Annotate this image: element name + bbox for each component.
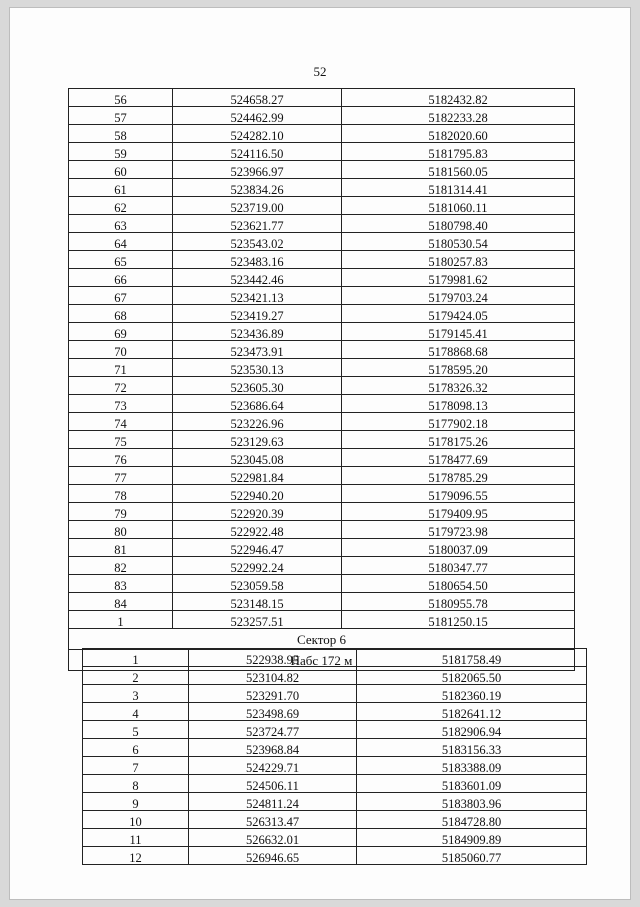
x-coordinate-cell: 523436.89 [173,323,342,341]
point-number-cell: 12 [83,847,189,865]
point-number-cell: 57 [69,107,173,125]
sector-header-row [69,629,575,650]
y-coordinate-cell: 5181250.15 [342,611,575,629]
table-row [69,521,575,539]
point-number-cell: 1 [69,611,173,629]
x-coordinate-cell: 522922.48 [173,521,342,539]
x-coordinate-cell: 526313.47 [189,811,357,829]
point-number-cell: 67 [69,287,173,305]
x-coordinate-cell: 522992.24 [173,557,342,575]
y-coordinate-cell: 5180347.77 [342,557,575,575]
y-coordinate-cell: 5179723.98 [342,521,575,539]
point-number-cell: 72 [69,377,173,395]
x-coordinate-cell: 523104.82 [189,667,357,685]
x-coordinate-cell: 523419.27 [173,305,342,323]
point-number-cell: 83 [69,575,173,593]
y-coordinate-cell: 5180798.40 [342,215,575,233]
y-coordinate-cell: 5183156.33 [357,739,587,757]
x-coordinate-cell: 523724.77 [189,721,357,739]
y-coordinate-cell: 5181795.83 [342,143,575,161]
table-row [83,775,587,793]
point-number-cell: 2 [83,667,189,685]
table-row [83,847,587,865]
y-coordinate-cell: 5178098.13 [342,395,575,413]
table-row [83,649,587,667]
x-coordinate-cell: 523442.46 [173,269,342,287]
y-coordinate-cell: 5180955.78 [342,593,575,611]
y-coordinate-cell: 5183803.96 [357,793,587,811]
point-number-cell: 56 [69,89,173,107]
table-row [69,143,575,161]
x-coordinate-cell: 522938.95 [189,649,357,667]
table-row [69,107,575,125]
table-row [69,287,575,305]
y-coordinate-cell: 5182020.60 [342,125,575,143]
y-coordinate-cell: 5185060.77 [357,847,587,865]
point-number-cell: 65 [69,251,173,269]
y-coordinate-cell: 5182906.94 [357,721,587,739]
y-coordinate-cell: 5177902.18 [342,413,575,431]
point-number-cell: 70 [69,341,173,359]
table-row [69,197,575,215]
table-row [69,233,575,251]
table-row [83,757,587,775]
point-number-cell: 63 [69,215,173,233]
x-coordinate-cell: 523498.69 [189,703,357,721]
x-coordinate-cell: 523421.13 [173,287,342,305]
table-row [69,449,575,467]
table-row [69,89,575,107]
table-row [69,179,575,197]
point-number-cell: 69 [69,323,173,341]
x-coordinate-cell: 524229.71 [189,757,357,775]
table-row [83,793,587,811]
y-coordinate-cell: 5181560.05 [342,161,575,179]
x-coordinate-cell: 523257.51 [173,611,342,629]
x-coordinate-cell: 523621.77 [173,215,342,233]
table-row [83,685,587,703]
table-row [83,667,587,685]
y-coordinate-cell: 5180037.09 [342,539,575,557]
y-coordinate-cell: 5182641.12 [357,703,587,721]
x-coordinate-cell: 524282.10 [173,125,342,143]
y-coordinate-cell: 5180654.50 [342,575,575,593]
table-row [69,251,575,269]
x-coordinate-cell: 523045.08 [173,449,342,467]
table-row [69,269,575,287]
height-label: Набс 172 м [69,650,575,671]
point-number-cell: 3 [83,685,189,703]
y-coordinate-cell: 5182065.50 [357,667,587,685]
point-number-cell: 71 [69,359,173,377]
point-number-cell: 79 [69,503,173,521]
point-number-cell: 76 [69,449,173,467]
table-row [83,703,587,721]
y-coordinate-cell: 5181314.41 [342,179,575,197]
point-number-cell: 59 [69,143,173,161]
point-number-cell: 66 [69,269,173,287]
document-page [10,8,630,899]
table-row [69,305,575,323]
x-coordinate-cell: 524506.11 [189,775,357,793]
table-row [69,359,575,377]
x-coordinate-cell: 523226.96 [173,413,342,431]
point-number-cell: 5 [83,721,189,739]
x-coordinate-cell: 523543.02 [173,233,342,251]
point-number-cell: 84 [69,593,173,611]
y-coordinate-cell: 5178785.29 [342,467,575,485]
point-number-cell: 61 [69,179,173,197]
y-coordinate-cell: 5183601.09 [357,775,587,793]
point-number-cell: 82 [69,557,173,575]
x-coordinate-cell: 523291.70 [189,685,357,703]
y-coordinate-cell: 5181060.11 [342,197,575,215]
x-coordinate-cell: 523530.13 [173,359,342,377]
point-number-cell: 8 [83,775,189,793]
point-number-cell: 9 [83,793,189,811]
table-row [69,395,575,413]
y-coordinate-cell: 5184909.89 [357,829,587,847]
table-row [83,739,587,757]
x-coordinate-cell: 522920.39 [173,503,342,521]
point-number-cell: 10 [83,811,189,829]
table-row [69,125,575,143]
point-number-cell: 78 [69,485,173,503]
point-number-cell: 80 [69,521,173,539]
x-coordinate-cell: 522981.84 [173,467,342,485]
y-coordinate-cell: 5184728.80 [357,811,587,829]
table-row [69,557,575,575]
table-row [69,377,575,395]
y-coordinate-cell: 5180257.83 [342,251,575,269]
point-number-cell: 4 [83,703,189,721]
x-coordinate-cell: 523966.97 [173,161,342,179]
x-coordinate-cell: 526632.01 [189,829,357,847]
x-coordinate-cell: 523834.26 [173,179,342,197]
point-number-cell: 62 [69,197,173,215]
y-coordinate-cell: 5179981.62 [342,269,575,287]
y-coordinate-cell: 5178175.26 [342,431,575,449]
table-row [69,485,575,503]
table-row [69,539,575,557]
x-coordinate-cell: 523483.16 [173,251,342,269]
point-number-cell: 77 [69,467,173,485]
y-coordinate-cell: 5179096.55 [342,485,575,503]
table-row [69,323,575,341]
table-row [83,721,587,739]
x-coordinate-cell: 523129.63 [173,431,342,449]
y-coordinate-cell: 5182360.19 [357,685,587,703]
y-coordinate-cell: 5179703.24 [342,287,575,305]
point-number-cell: 11 [83,829,189,847]
x-coordinate-cell: 522940.20 [173,485,342,503]
x-coordinate-cell: 523605.30 [173,377,342,395]
x-coordinate-cell: 524658.27 [173,89,342,107]
x-coordinate-cell: 523473.91 [173,341,342,359]
y-coordinate-cell: 5179145.41 [342,323,575,341]
y-coordinate-cell: 5178326.32 [342,377,575,395]
table-row [69,161,575,179]
x-coordinate-cell: 523059.58 [173,575,342,593]
point-number-cell: 7 [83,757,189,775]
table-row [69,413,575,431]
point-number-cell: 68 [69,305,173,323]
y-coordinate-cell: 5178595.20 [342,359,575,377]
table-row [69,611,575,629]
table-row [69,593,575,611]
y-coordinate-cell: 5180530.54 [342,233,575,251]
table-row [69,431,575,449]
point-number-cell: 1 [83,649,189,667]
y-coordinate-cell: 5182233.28 [342,107,575,125]
x-coordinate-cell: 522946.47 [173,539,342,557]
y-coordinate-cell: 5178477.69 [342,449,575,467]
table-row [69,467,575,485]
table-row [83,829,587,847]
point-number-cell: 58 [69,125,173,143]
table-row [69,503,575,521]
point-number-cell: 6 [83,739,189,757]
y-coordinate-cell: 5179409.95 [342,503,575,521]
y-coordinate-cell: 5183388.09 [357,757,587,775]
x-coordinate-cell: 524811.24 [189,793,357,811]
sector-label: Сектор 6 [69,629,575,650]
x-coordinate-cell: 523686.64 [173,395,342,413]
table-row [69,575,575,593]
point-number-cell: 74 [69,413,173,431]
x-coordinate-cell: 523719.00 [173,197,342,215]
point-number-cell: 64 [69,233,173,251]
x-coordinate-cell: 526946.65 [189,847,357,865]
sector-6-coordinates-table [82,648,587,865]
coordinates-table [68,88,575,671]
point-number-cell: 81 [69,539,173,557]
y-coordinate-cell: 5182432.82 [342,89,575,107]
x-coordinate-cell: 523968.84 [189,739,357,757]
table-row [69,215,575,233]
table-row [69,341,575,359]
point-number-cell: 73 [69,395,173,413]
x-coordinate-cell: 524116.50 [173,143,342,161]
table-row [83,811,587,829]
page-number: 52 [313,64,327,79]
y-coordinate-cell: 5178868.68 [342,341,575,359]
y-coordinate-cell: 5179424.05 [342,305,575,323]
point-number-cell: 60 [69,161,173,179]
y-coordinate-cell: 5181758.49 [357,649,587,667]
x-coordinate-cell: 523148.15 [173,593,342,611]
x-coordinate-cell: 524462.99 [173,107,342,125]
point-number-cell: 75 [69,431,173,449]
